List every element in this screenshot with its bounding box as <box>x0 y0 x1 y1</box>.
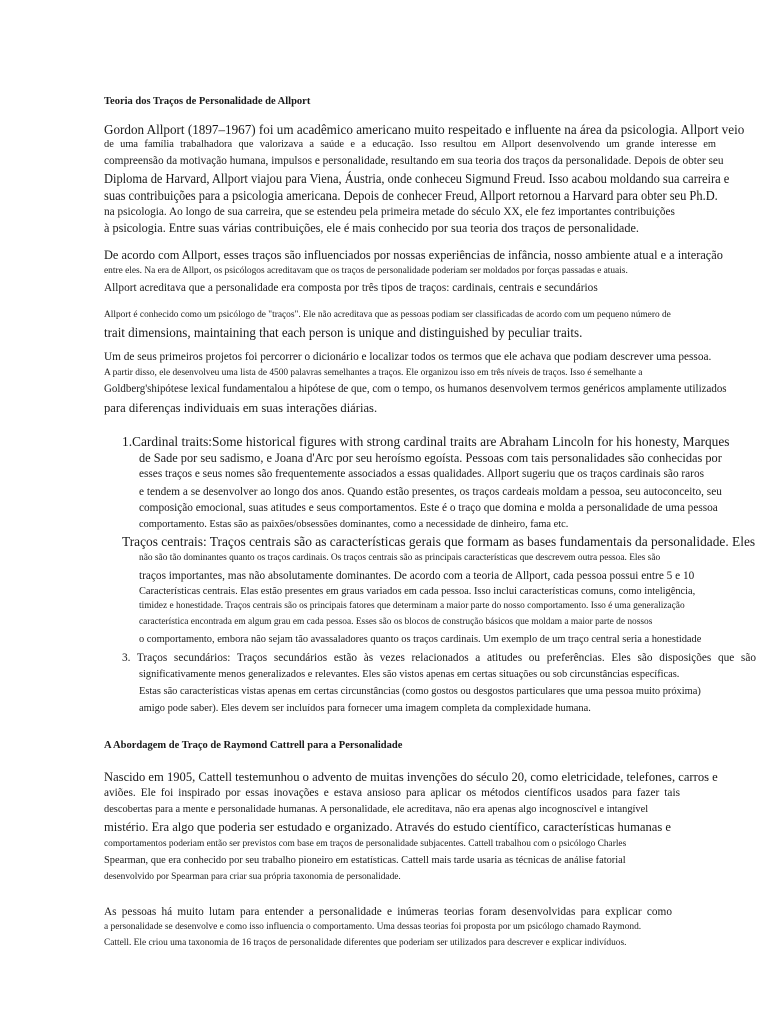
list-item-line: traços importantes, mas não absolutamente dominantes. De acordo com a teoria de Allport, cada pessoa possui entre 5 e 10 <box>139 570 695 582</box>
list-item-line: não são tão dominantes quanto os traços cardinais. Os traços centrais são as principais características que descrevem outra pessoa. Eles são <box>139 553 661 563</box>
list-item-line: composição emocional, suas atitudes e seus comportamentos. Este é o traço que domina e molda a personalidade de uma pessoa <box>139 502 718 514</box>
list-item-line: esses traços e seus nomes são frequentemente associados a essas qualidades. Allport sugeriu que os traços cardinais são raros <box>139 468 704 480</box>
p5-line: Spearman, que era conhecido por seu trabalho pioneiro em estatísticas. Cattell mais tarde usaria as técnicas de análise fatorial <box>104 855 626 866</box>
p1-line: suas contribuições para a psicologia americana. Depois de conhecer Freud, Allport retornou a Harvard para obter seu Ph.D. <box>104 188 718 203</box>
p5-line: aviões. Ele foi inspirado por essas inovações e estava ansioso para aplicar os métodos científicos usados para fazer tais <box>104 787 680 799</box>
list-item-line: característica encontrada em algum grau em cada pessoa. Esses são os blocos de construção básicos que moldam a maior parte de nossos <box>139 617 653 627</box>
p3-line: Allport é conhecido como um psicólogo de "traços". Ele não acreditava que as pessoas podiam ser classificadas de acordo com um pequeno número de <box>104 310 671 320</box>
p4-line: para diferenças individuais em suas interações diárias. <box>104 401 378 415</box>
p3-line: trait dimensions, maintaining that each person is unique and distinguished by peculiar traits. <box>104 325 583 340</box>
heading-allport: Teoria dos Traços de Personalidade de Allport <box>104 96 311 107</box>
p5-line: Nascido em 1905, Cattell testemunhou o advento de muitas invenções do século 20, como eletricidade, telefones, carros e <box>104 770 718 784</box>
list-item-line: o comportamento, embora não sejam tão avassaladores quanto os traços cardinais. Um exemplo de um traço central seria a honestidade <box>139 634 702 645</box>
p1-line: Diploma de Harvard, Allport viajou para Viena, Áustria, onde conheceu Sigmund Freud. Isso acabou moldando sua carreira e <box>104 171 730 186</box>
list-item-line: timidez e honestidade. Traços centrais são os principais fatores que determinam a maior parte do nosso comportamento. Isso é uma generalização <box>139 601 685 611</box>
heading-cattell: A Abordagem de Traço de Raymond Cattrell para a Personalidade <box>104 740 403 751</box>
list-item-secondary: 3. Traços secundários: Traços secundários estão às vezes relacionados a atitudes ou preferências. Eles são disposições que são <box>122 652 756 664</box>
p1-line: Gordon Allport (1897–1967) foi um acadêmico americano muito respeitado e influente na área da psicologia. Allport veio <box>104 122 745 137</box>
p4-line: A partir disso, ele desenvolveu uma lista de 4500 palavras semelhantes a traços. Ele organizou isso em três níveis de traços. Isso é semelhante a <box>104 368 643 378</box>
p1-line: à psicologia. Entre suas várias contribuições, ele é mais conhecido por sua teoria dos traços de personalidade. <box>104 221 639 235</box>
p2-line: entre eles. Na era de Allport, os psicólogos acreditavam que os traços de personalidade poderiam ser moldados por forças passadas e atuais. <box>104 266 628 276</box>
list-item-line: significativamente menos generalizados e relevantes. Eles são vistos apenas em certas situações ou sob circunstâncias específicas. <box>139 669 680 680</box>
p5-line: desenvolvido por Spearman para criar sua própria taxonomia de personalidade. <box>104 872 401 882</box>
list-item-line: Características centrais. Elas estão presentes em graus variados em cada pessoa. Isso inclui características comuns, como inteligência, <box>139 586 696 597</box>
p1-line: de uma família trabalhadora que valorizava a saúde e a educação. Isso resultou em Allport desenvolvendo um grande interesse em <box>104 139 716 150</box>
list-item-cardinal: 1.Cardinal traits:Some historical figures with strong cardinal traits are Abraham Lincoln for his honesty, Marques <box>122 434 730 449</box>
p5-line: descobertas para a mente e personalidade humanas. A personalidade, ele acreditava, não era apenas algo incognoscível e intangível <box>104 804 649 815</box>
list-item-line: amigo pode saber). Eles devem ser incluídos para fornecer uma imagem completa da complexidade humana. <box>139 703 591 714</box>
p1-line: na psicologia. Ao longo de sua carreira, que se estendeu pela primeira metade do século XX, ele fez importantes contribuições <box>104 206 675 218</box>
p5-line: mistério. Era algo que poderia ser estudado e organizado. Através do estudo científico, características humanas e <box>104 820 671 834</box>
p6-line: Cattell. Ele criou uma taxonomia de 16 traços de personalidade diferentes que poderiam ser utilizados para descrever e explicar indivíduos. <box>104 938 627 948</box>
p6-line: a personalidade se desenvolve e como isso influencia o comportamento. Uma dessas teorias foi proposta por um psicólogo chamado Raymond. <box>104 922 642 932</box>
list-item-line: comportamento. Estas são as paixões/obsessões dominantes, como a necessidade de dinheiro, fama etc. <box>139 519 569 530</box>
list-item-central: Traços centrais: Traços centrais são as características gerais que formam as bases fundamentais da personalidade. Eles <box>122 534 756 549</box>
p4-line: Um de seus primeiros projetos foi percorrer o dicionário e localizar todos os termos que ele achava que podiam descrever uma pessoa. <box>104 351 712 363</box>
p2-line: Allport acreditava que a personalidade era composta por três tipos de traços: cardinais, centrais e secundários <box>104 282 598 294</box>
p6-line: As pessoas há muito lutam para entender a personalidade e inúmeras teorias foram desenvolvidas para explicar como <box>104 906 672 918</box>
list-item-line: de Sade por seu sadismo, e Joana d'Arc por seu heroísmo egoísta. Pessoas com tais personalidades são conhecidas por <box>139 451 722 465</box>
p4-line: Goldberg'shipótese lexical fundamentalou a hipótese de que, com o tempo, os humanos desenvolvem termos genéricos amplamente utilizados <box>104 383 727 395</box>
p1-line: compreensão da motivação humana, impulsos e personalidade, resultando em sua teoria dos traços da personalidade. Depois de obter seu <box>104 155 724 167</box>
list-item-line: Estas são características vistas apenas em certas circunstâncias (como gostos ou desgostos particulares que uma pessoa muito próxima) <box>139 686 701 697</box>
list-item-line: e tendem a se desenvolver ao longo dos anos. Quando estão presentes, os traços cardeais moldam a pessoa, seu autoconceito, seu <box>139 486 722 498</box>
p2-line: De acordo com Allport, esses traços são influenciados por nossas experiências de infância, nosso ambiente atual e a interação <box>104 248 723 262</box>
p5-line: comportamentos poderiam então ser previstos com base em traços de personalidade subjacentes. Cattell trabalhou com o psicólogo Charles <box>104 839 627 849</box>
